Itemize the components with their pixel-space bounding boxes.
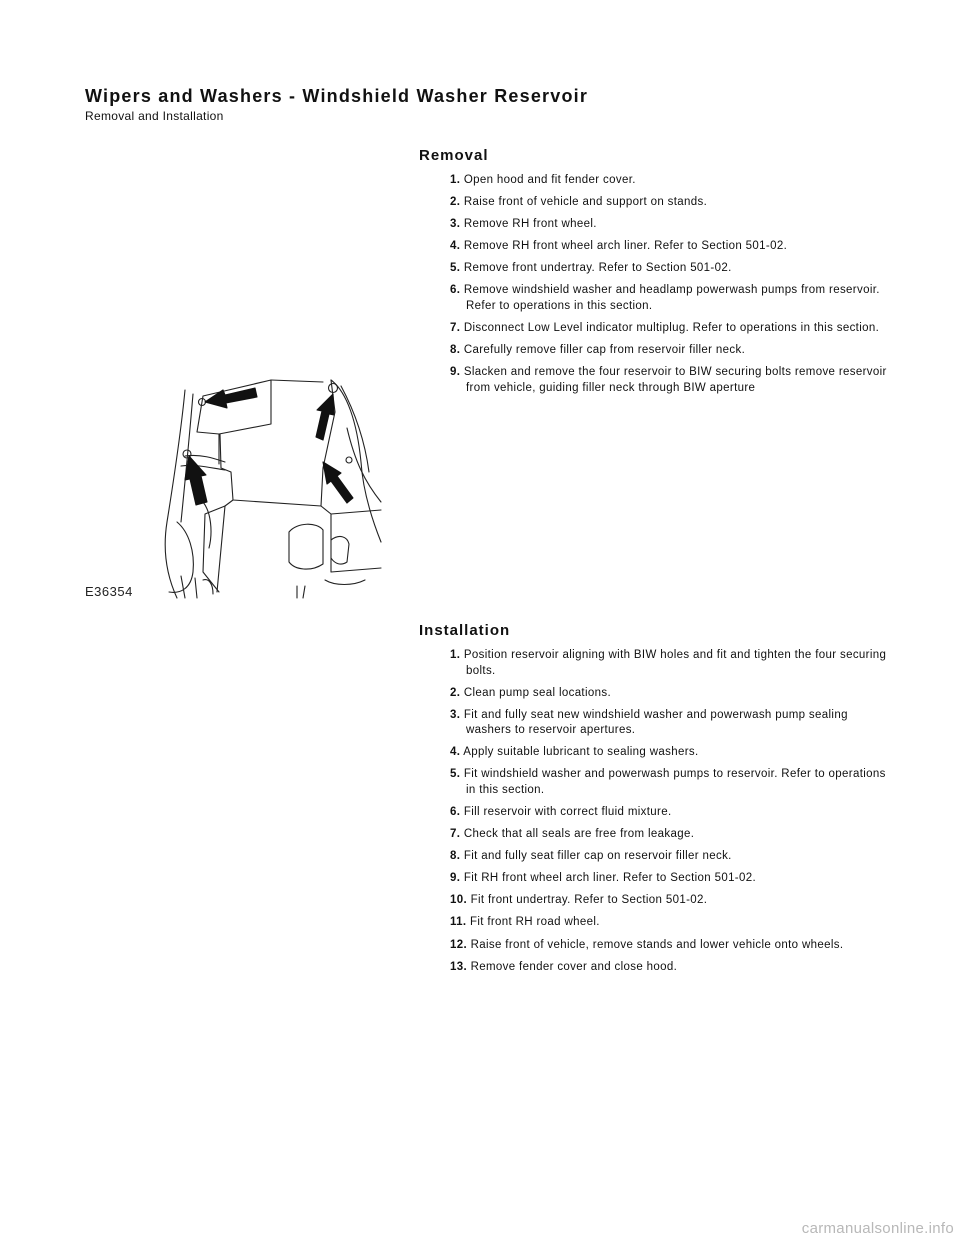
step-text: Fit front RH road wheel.	[469, 916, 600, 929]
step-text: Raise front of vehicle, remove stands and lower vehicle onto wheels.	[470, 938, 844, 951]
step-text: Position reservoir aligning with BIW holes and fit and tighten the four securing bolts.	[463, 649, 887, 677]
installation-step	[450, 648, 890, 679]
step-text: Fit windshield washer and powerwash pumps to reservoir. Refer to operations in this section.	[463, 768, 886, 796]
installation-step	[450, 745, 890, 761]
removal-step	[450, 195, 890, 211]
step-text: Disconnect Low Level indicator multiplug. Refer to operations in this section.	[463, 322, 880, 335]
removal-step	[450, 261, 890, 277]
step-text: Raise front of vehicle and support on stands.	[463, 196, 708, 209]
step-text: Slacken and remove the four reservoir to BIW securing bolts remove reservoir from vehicle, guiding filler neck through BIW aperture	[463, 366, 887, 394]
step-text: Fill reservoir with correct fluid mixture.	[463, 805, 672, 818]
step-number: 7.	[450, 322, 461, 335]
step-number: 5.	[450, 262, 461, 275]
installation-step	[450, 960, 890, 976]
page-title: Wipers and Washers - Windshield Washer Reservoir	[85, 86, 589, 106]
step-number: 4.	[450, 240, 461, 253]
step-text: Apply suitable lubricant to sealing washers.	[463, 746, 699, 759]
step-text: Fit and fully seat filler cap on reservoir filler neck.	[463, 850, 732, 863]
removal-step	[450, 173, 890, 189]
step-number: 1.	[450, 174, 461, 186]
step-number: 8.	[450, 344, 461, 357]
reservoir-illustration	[85, 372, 385, 600]
reservoir-figure	[85, 372, 385, 600]
installation-step	[450, 827, 890, 843]
step-number: 13.	[450, 960, 468, 973]
step-number: 7.	[450, 828, 461, 841]
step-text: Fit front undertray. Refer to Section 501-02.	[470, 894, 708, 907]
installation-step	[450, 767, 890, 798]
step-text: Remove RH front wheel.	[463, 218, 597, 231]
installation-step	[450, 871, 890, 887]
installation-step	[450, 849, 890, 865]
step-number: 5.	[450, 768, 461, 781]
step-text: Open hood and fit fender cover.	[463, 174, 636, 186]
removal-step	[450, 239, 890, 255]
figure-label: E36354	[85, 584, 133, 599]
removal-step	[450, 321, 890, 337]
step-text: Fit and fully seat new windshield washer and powerwash pump sealing washers to reservoir apertures.	[463, 708, 848, 737]
step-number: 11.	[450, 916, 467, 929]
removal-step	[450, 343, 890, 359]
installation-step	[450, 893, 890, 909]
installation-step	[450, 686, 890, 702]
removal-step	[450, 217, 890, 233]
step-number: 2.	[450, 686, 461, 699]
step-number: 4.	[450, 746, 461, 759]
step-text: Fit RH front wheel arch liner. Refer to Section 501-02.	[463, 872, 757, 885]
step-text: Clean pump seal locations.	[463, 686, 612, 699]
step-text: Carefully remove filler cap from reservoir filler neck.	[463, 344, 746, 357]
installation-step	[450, 708, 890, 739]
step-text: Remove front undertray. Refer to Section 501-02.	[463, 262, 732, 275]
installation-step	[450, 938, 890, 954]
removal-step	[450, 365, 890, 396]
page-subtitle: Removal and Installation	[85, 109, 224, 123]
step-number: 8.	[450, 850, 461, 863]
step-number: 3.	[450, 708, 461, 721]
installation-step	[450, 805, 890, 821]
step-number: 6.	[450, 284, 461, 297]
step-text: Remove fender cover and close hood.	[470, 960, 678, 973]
step-number: 9.	[450, 872, 461, 885]
installation-step	[450, 915, 890, 931]
watermark: carmanualsonline.info	[801, 1220, 954, 1237]
removal-heading: Removal	[419, 147, 489, 164]
installation-heading: Installation	[419, 622, 511, 639]
step-text: Remove RH front wheel arch liner. Refer to Section 501-02.	[463, 240, 788, 253]
step-text: Check that all seals are free from leakage.	[463, 828, 695, 841]
step-number: 3.	[450, 218, 461, 231]
step-number: 12.	[450, 938, 468, 951]
installation-steps	[450, 648, 890, 982]
step-text: Remove windshield washer and headlamp powerwash pumps from reservoir. Refer to operations in this section.	[463, 284, 880, 312]
step-number: 9.	[450, 366, 461, 379]
step-number: 6.	[450, 805, 461, 818]
step-number: 2.	[450, 196, 461, 209]
step-number: 10.	[450, 894, 468, 907]
removal-step	[450, 283, 890, 314]
removal-steps	[450, 173, 890, 403]
step-number: 1.	[450, 649, 461, 661]
